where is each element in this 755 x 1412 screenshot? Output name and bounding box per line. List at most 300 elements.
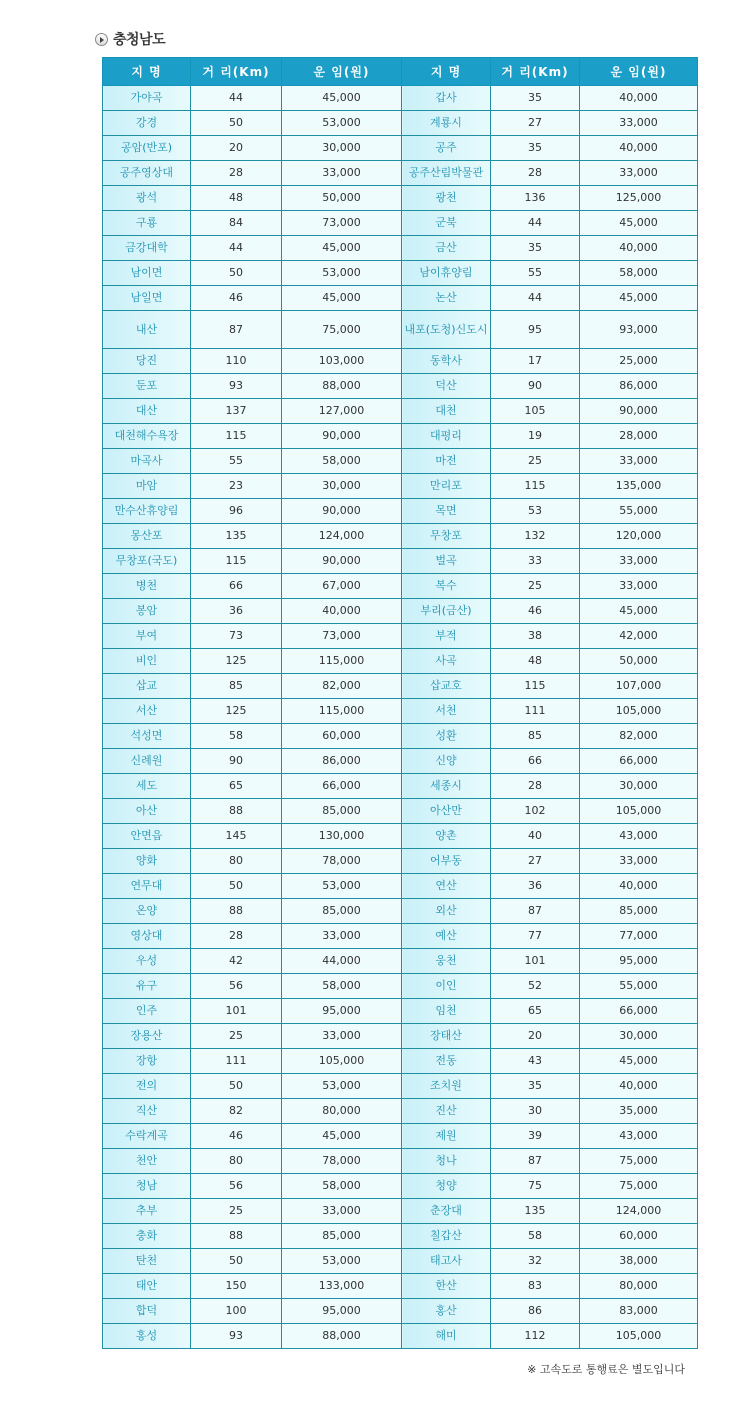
distance-cell: 85 [491, 724, 580, 749]
place-name-cell: 전동 [402, 1049, 491, 1074]
place-name-cell: 유구 [103, 974, 191, 999]
table-row [103, 649, 698, 674]
header-place: 지 명 [402, 58, 491, 86]
distance-cell: 101 [191, 999, 282, 1024]
place-name-cell: 동학사 [402, 349, 491, 374]
distance-cell: 46 [191, 1124, 282, 1149]
distance-cell: 50 [191, 1074, 282, 1099]
table-header-row [103, 58, 698, 86]
distance-cell: 28 [191, 924, 282, 949]
place-name-cell: 부적 [402, 624, 491, 649]
distance-cell: 87 [191, 311, 282, 349]
table-row [103, 1149, 698, 1174]
distance-cell: 135 [491, 1199, 580, 1224]
table-row [103, 899, 698, 924]
table-row [103, 974, 698, 999]
table-row [103, 824, 698, 849]
fare-cell: 85,000 [282, 799, 402, 824]
fare-cell: 45,000 [282, 86, 402, 111]
place-name-cell: 마곡사 [103, 449, 191, 474]
table-row [103, 374, 698, 399]
table-row [103, 1249, 698, 1274]
table-row [103, 311, 698, 349]
table-row [103, 1274, 698, 1299]
place-name-cell: 아산 [103, 799, 191, 824]
fare-cell: 75,000 [580, 1149, 698, 1174]
fare-cell: 78,000 [282, 1149, 402, 1174]
fare-cell: 33,000 [580, 574, 698, 599]
fare-cell: 33,000 [580, 849, 698, 874]
fare-cell: 95,000 [580, 949, 698, 974]
distance-cell: 115 [491, 474, 580, 499]
place-name-cell: 마암 [103, 474, 191, 499]
fare-cell: 45,000 [580, 599, 698, 624]
table-row [103, 1299, 698, 1324]
table-row [103, 574, 698, 599]
distance-cell: 42 [191, 949, 282, 974]
fare-cell: 73,000 [282, 211, 402, 236]
fare-cell: 38,000 [580, 1249, 698, 1274]
distance-cell: 136 [491, 186, 580, 211]
distance-cell: 84 [191, 211, 282, 236]
distance-cell: 101 [491, 949, 580, 974]
fare-cell: 33,000 [282, 1199, 402, 1224]
fare-cell: 45,000 [282, 1124, 402, 1149]
distance-cell: 88 [191, 1224, 282, 1249]
distance-cell: 87 [491, 1149, 580, 1174]
place-name-cell: 한산 [402, 1274, 491, 1299]
distance-cell: 33 [491, 549, 580, 574]
place-name-cell: 웅천 [402, 949, 491, 974]
fare-cell: 35,000 [580, 1099, 698, 1124]
place-name-cell: 갑사 [402, 86, 491, 111]
fare-cell: 78,000 [282, 849, 402, 874]
place-name-cell: 서산 [103, 699, 191, 724]
distance-cell: 56 [191, 1174, 282, 1199]
place-name-cell: 공주산림박물관 [402, 161, 491, 186]
header-distance: 거 리(Km) [191, 58, 282, 86]
fare-cell: 90,000 [282, 549, 402, 574]
fare-cell: 58,000 [580, 261, 698, 286]
distance-cell: 95 [491, 311, 580, 349]
distance-cell: 66 [191, 574, 282, 599]
place-name-cell: 직산 [103, 1099, 191, 1124]
place-name-cell: 병천 [103, 574, 191, 599]
fare-cell: 88,000 [282, 1324, 402, 1349]
distance-cell: 80 [191, 1149, 282, 1174]
fare-cell: 124,000 [580, 1199, 698, 1224]
place-name-cell: 서천 [402, 699, 491, 724]
distance-cell: 56 [191, 974, 282, 999]
place-name-cell: 우성 [103, 949, 191, 974]
place-name-cell: 내산 [103, 311, 191, 349]
fare-cell: 88,000 [282, 374, 402, 399]
header-fare: 운 임(원) [580, 58, 698, 86]
distance-cell: 88 [191, 799, 282, 824]
place-name-cell: 예산 [402, 924, 491, 949]
place-name-cell: 해미 [402, 1324, 491, 1349]
place-name-cell: 임천 [402, 999, 491, 1024]
table-row [103, 1099, 698, 1124]
table-row [103, 261, 698, 286]
place-name-cell: 청나 [402, 1149, 491, 1174]
fare-cell: 85,000 [282, 899, 402, 924]
distance-cell: 50 [191, 261, 282, 286]
table-row [103, 1124, 698, 1149]
table-row [103, 186, 698, 211]
table-row [103, 349, 698, 374]
place-name-cell: 둔포 [103, 374, 191, 399]
distance-cell: 35 [491, 86, 580, 111]
fare-cell: 33,000 [282, 1024, 402, 1049]
place-name-cell: 안면읍 [103, 824, 191, 849]
place-name-cell: 탄천 [103, 1249, 191, 1274]
place-name-cell: 성환 [402, 724, 491, 749]
place-name-cell: 영상대 [103, 924, 191, 949]
place-name-cell: 군북 [402, 211, 491, 236]
place-name-cell: 신양 [402, 749, 491, 774]
toll-note: ※ 고속도로 통행료은 별도입니다 [527, 1363, 685, 1376]
table-row [103, 424, 698, 449]
fare-cell: 33,000 [580, 549, 698, 574]
header-distance: 거 리(Km) [491, 58, 580, 86]
fare-cell: 75,000 [282, 311, 402, 349]
fare-cell: 105,000 [580, 1324, 698, 1349]
fare-cell: 90,000 [282, 499, 402, 524]
table-row [103, 211, 698, 236]
distance-cell: 44 [491, 286, 580, 311]
fare-cell: 30,000 [580, 1024, 698, 1049]
table-row [103, 724, 698, 749]
distance-cell: 80 [191, 849, 282, 874]
table-row [103, 1074, 698, 1099]
fare-cell: 115,000 [282, 699, 402, 724]
distance-cell: 44 [191, 86, 282, 111]
distance-cell: 55 [191, 449, 282, 474]
fare-cell: 40,000 [580, 136, 698, 161]
place-name-cell: 구룡 [103, 211, 191, 236]
fare-cell: 133,000 [282, 1274, 402, 1299]
table-row [103, 874, 698, 899]
place-name-cell: 장항 [103, 1049, 191, 1074]
place-name-cell: 공주 [402, 136, 491, 161]
place-name-cell: 양촌 [402, 824, 491, 849]
distance-cell: 50 [191, 874, 282, 899]
distance-cell: 115 [191, 549, 282, 574]
fare-cell: 44,000 [282, 949, 402, 974]
distance-cell: 50 [191, 1249, 282, 1274]
place-name-cell: 광천 [402, 186, 491, 211]
place-name-cell: 태안 [103, 1274, 191, 1299]
distance-cell: 87 [491, 899, 580, 924]
distance-cell: 100 [191, 1299, 282, 1324]
distance-cell: 20 [191, 136, 282, 161]
table-row [103, 524, 698, 549]
place-name-cell: 부리(금산) [402, 599, 491, 624]
fare-cell: 66,000 [580, 999, 698, 1024]
place-name-cell: 공암(반포) [103, 136, 191, 161]
distance-cell: 58 [491, 1224, 580, 1249]
distance-cell: 102 [491, 799, 580, 824]
place-name-cell: 천안 [103, 1149, 191, 1174]
distance-cell: 44 [191, 236, 282, 261]
fare-cell: 50,000 [282, 186, 402, 211]
place-name-cell: 마전 [402, 449, 491, 474]
distance-cell: 110 [191, 349, 282, 374]
place-name-cell: 광석 [103, 186, 191, 211]
fare-cell: 58,000 [282, 974, 402, 999]
fare-cell: 30,000 [282, 474, 402, 499]
distance-cell: 125 [191, 649, 282, 674]
place-name-cell: 부여 [103, 624, 191, 649]
table-row [103, 949, 698, 974]
fare-cell: 105,000 [580, 799, 698, 824]
fare-cell: 85,000 [282, 1224, 402, 1249]
fare-cell: 40,000 [580, 874, 698, 899]
distance-cell: 40 [491, 824, 580, 849]
distance-cell: 65 [491, 999, 580, 1024]
fare-cell: 53,000 [282, 1249, 402, 1274]
fare-cell: 43,000 [580, 1124, 698, 1149]
fare-cell: 30,000 [580, 774, 698, 799]
fare-cell: 40,000 [580, 86, 698, 111]
distance-cell: 96 [191, 499, 282, 524]
fare-cell: 53,000 [282, 111, 402, 136]
distance-cell: 48 [191, 186, 282, 211]
distance-cell: 36 [491, 874, 580, 899]
distance-cell: 38 [491, 624, 580, 649]
table-body [103, 86, 698, 1349]
table-row [103, 399, 698, 424]
table-row [103, 474, 698, 499]
table-row [103, 799, 698, 824]
fare-cell: 50,000 [580, 649, 698, 674]
distance-cell: 66 [491, 749, 580, 774]
place-name-cell: 청남 [103, 1174, 191, 1199]
place-name-cell: 청양 [402, 1174, 491, 1199]
place-name-cell: 추부 [103, 1199, 191, 1224]
distance-cell: 32 [491, 1249, 580, 1274]
place-name-cell: 남이휴양림 [402, 261, 491, 286]
table-row [103, 136, 698, 161]
distance-cell: 27 [491, 111, 580, 136]
place-name-cell: 이인 [402, 974, 491, 999]
place-name-cell: 계룡시 [402, 111, 491, 136]
place-name-cell: 만수산휴양림 [103, 499, 191, 524]
fare-cell: 45,000 [580, 286, 698, 311]
fare-cell: 77,000 [580, 924, 698, 949]
place-name-cell: 인주 [103, 999, 191, 1024]
table-row [103, 449, 698, 474]
fare-cell: 60,000 [580, 1224, 698, 1249]
place-name-cell: 벌곡 [402, 549, 491, 574]
distance-cell: 25 [491, 574, 580, 599]
fare-cell: 93,000 [580, 311, 698, 349]
distance-cell: 115 [491, 674, 580, 699]
table-row [103, 624, 698, 649]
distance-cell: 53 [491, 499, 580, 524]
fare-cell: 67,000 [282, 574, 402, 599]
table-row [103, 1199, 698, 1224]
fare-cell: 53,000 [282, 874, 402, 899]
distance-cell: 17 [491, 349, 580, 374]
distance-cell: 46 [491, 599, 580, 624]
place-name-cell: 연산 [402, 874, 491, 899]
distance-cell: 28 [491, 774, 580, 799]
place-name-cell: 금강대학 [103, 236, 191, 261]
place-name-cell: 삽교호 [402, 674, 491, 699]
fare-cell: 66,000 [580, 749, 698, 774]
table-row [103, 1024, 698, 1049]
place-name-cell: 공주영상대 [103, 161, 191, 186]
place-name-cell: 몽산포 [103, 524, 191, 549]
place-name-cell: 무창포(국도) [103, 549, 191, 574]
distance-cell: 137 [191, 399, 282, 424]
place-name-cell: 삽교 [103, 674, 191, 699]
fare-cell: 73,000 [282, 624, 402, 649]
distance-cell: 20 [491, 1024, 580, 1049]
place-name-cell: 조치원 [402, 1074, 491, 1099]
distance-cell: 27 [491, 849, 580, 874]
distance-cell: 25 [491, 449, 580, 474]
fare-cell: 55,000 [580, 974, 698, 999]
fare-cell: 40,000 [580, 1074, 698, 1099]
place-name-cell: 대천해수욕장 [103, 424, 191, 449]
fare-cell: 86,000 [580, 374, 698, 399]
table-row [103, 774, 698, 799]
fare-cell: 66,000 [282, 774, 402, 799]
fare-cell: 45,000 [282, 236, 402, 261]
fare-cell: 28,000 [580, 424, 698, 449]
fare-cell: 33,000 [580, 449, 698, 474]
table-row [103, 1049, 698, 1074]
distance-cell: 52 [491, 974, 580, 999]
place-name-cell: 강경 [103, 111, 191, 136]
place-name-cell: 태고사 [402, 1249, 491, 1274]
section-heading [95, 29, 165, 49]
table-row [103, 1324, 698, 1349]
distance-cell: 25 [191, 1199, 282, 1224]
circle-play-icon [95, 33, 108, 46]
fare-cell: 33,000 [580, 161, 698, 186]
distance-cell: 150 [191, 1274, 282, 1299]
place-name-cell: 내포(도청)신도시 [402, 311, 491, 349]
fare-cell: 125,000 [580, 186, 698, 211]
place-name-cell: 세종시 [402, 774, 491, 799]
place-name-cell: 비인 [103, 649, 191, 674]
distance-cell: 90 [191, 749, 282, 774]
fare-cell: 60,000 [282, 724, 402, 749]
fare-cell: 107,000 [580, 674, 698, 699]
fare-cell: 75,000 [580, 1174, 698, 1199]
table-row [103, 161, 698, 186]
fare-cell: 33,000 [580, 111, 698, 136]
table-row [103, 549, 698, 574]
fare-cell: 40,000 [580, 236, 698, 261]
fare-cell: 53,000 [282, 261, 402, 286]
fare-cell: 30,000 [282, 136, 402, 161]
distance-cell: 39 [491, 1124, 580, 1149]
place-name-cell: 만리포 [402, 474, 491, 499]
fare-cell: 86,000 [282, 749, 402, 774]
fare-cell: 135,000 [580, 474, 698, 499]
place-name-cell: 세도 [103, 774, 191, 799]
table-row [103, 749, 698, 774]
distance-cell: 36 [191, 599, 282, 624]
distance-cell: 86 [491, 1299, 580, 1324]
place-name-cell: 온양 [103, 899, 191, 924]
distance-cell: 112 [491, 1324, 580, 1349]
table-row [103, 236, 698, 261]
table-row [103, 999, 698, 1024]
fare-cell: 82,000 [580, 724, 698, 749]
fare-cell: 90,000 [282, 424, 402, 449]
fare-cell: 105,000 [282, 1049, 402, 1074]
distance-cell: 90 [491, 374, 580, 399]
place-name-cell: 신례원 [103, 749, 191, 774]
distance-cell: 93 [191, 1324, 282, 1349]
place-name-cell: 남일면 [103, 286, 191, 311]
distance-cell: 93 [191, 374, 282, 399]
table-row [103, 674, 698, 699]
place-name-cell: 석성면 [103, 724, 191, 749]
fare-cell: 124,000 [282, 524, 402, 549]
fare-cell: 40,000 [282, 599, 402, 624]
place-name-cell: 홍성 [103, 1324, 191, 1349]
table-row [103, 111, 698, 136]
place-name-cell: 전의 [103, 1074, 191, 1099]
place-name-cell: 봉암 [103, 599, 191, 624]
fare-cell: 83,000 [580, 1299, 698, 1324]
fare-cell: 58,000 [282, 1174, 402, 1199]
distance-cell: 65 [191, 774, 282, 799]
distance-cell: 28 [191, 161, 282, 186]
table-row [103, 599, 698, 624]
fare-cell: 120,000 [580, 524, 698, 549]
table-row [103, 1174, 698, 1199]
fare-cell: 82,000 [282, 674, 402, 699]
distance-cell: 111 [191, 1049, 282, 1074]
distance-cell: 135 [191, 524, 282, 549]
fare-cell: 90,000 [580, 399, 698, 424]
fare-table [102, 57, 698, 1349]
distance-cell: 111 [491, 699, 580, 724]
fare-cell: 95,000 [282, 999, 402, 1024]
distance-cell: 50 [191, 111, 282, 136]
place-name-cell: 충화 [103, 1224, 191, 1249]
place-name-cell: 양화 [103, 849, 191, 874]
section-title: 충청남도 [113, 32, 166, 48]
place-name-cell: 덕산 [402, 374, 491, 399]
fare-cell: 115,000 [282, 649, 402, 674]
fare-cell: 80,000 [580, 1274, 698, 1299]
place-name-cell: 어부동 [402, 849, 491, 874]
fare-cell: 25,000 [580, 349, 698, 374]
place-name-cell: 금산 [402, 236, 491, 261]
place-name-cell: 춘장대 [402, 1199, 491, 1224]
place-name-cell: 칠갑산 [402, 1224, 491, 1249]
distance-cell: 46 [191, 286, 282, 311]
table-row [103, 1224, 698, 1249]
place-name-cell: 가야곡 [103, 86, 191, 111]
place-name-cell: 진산 [402, 1099, 491, 1124]
distance-cell: 35 [491, 1074, 580, 1099]
fare-cell: 43,000 [580, 824, 698, 849]
distance-cell: 19 [491, 424, 580, 449]
distance-cell: 44 [491, 211, 580, 236]
distance-cell: 115 [191, 424, 282, 449]
place-name-cell: 논산 [402, 286, 491, 311]
